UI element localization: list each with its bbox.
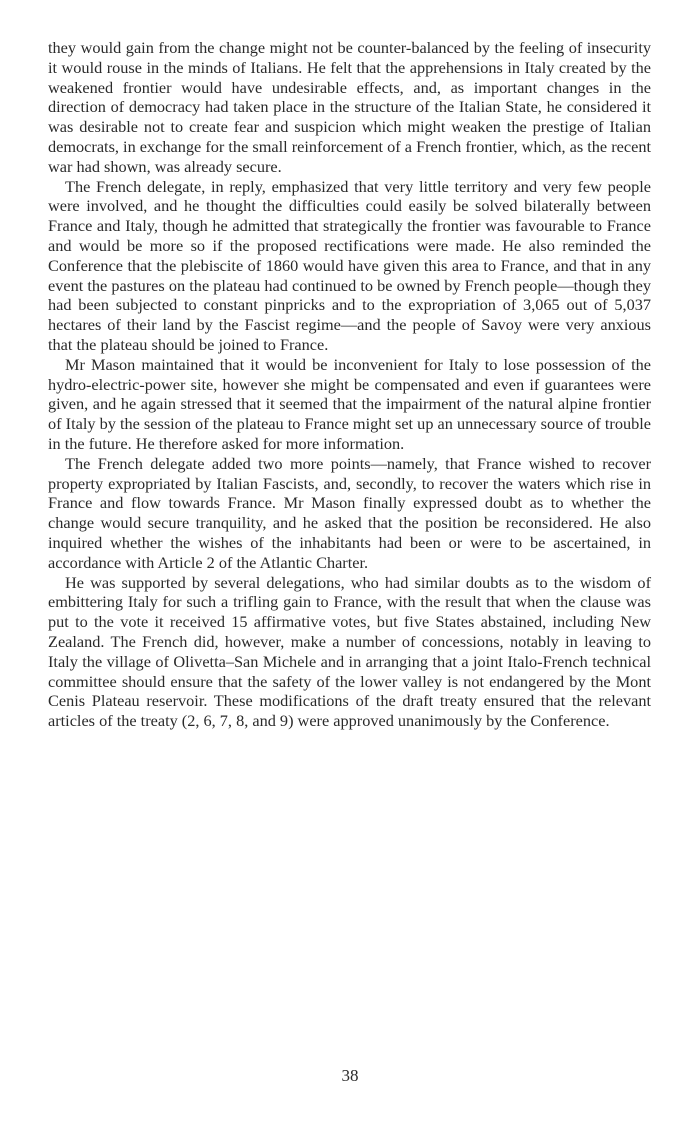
- paragraph-french-reply: The French delegate, in reply, emphasized that very little territory and very few people were involved, and he thought the difficulties could easily be solved bilaterally between France and Italy, though he admitted that strategically the frontier was favourable to France and would be more so if the proposed rectifications were made. He also reminded the Conference that the plebiscite of 1860 would have given this area to France, and that in any event the pastures on the plateau had continued to be owned by French people—though they had been subjected to constant pinpricks and to the expropriation of 3,065 out of 5,037 hectares of their land by the Fascist regime—and the people of Savoy were very anxious that the plateau should be joined to France.: [48, 176, 651, 354]
- paragraph-french-points: The French delegate added two more points—namely, that France wished to recover property expropriated by Italian Fascists, and, secondly, to recover the waters which rise in France and flow towards France. Mr Mason finally expressed doubt as to whether the change would secure tranquility, and he asked that the position be reconsidered. He also inquired whether the wishes of the inhabitants had been or were to be ascertained, in accordance with Article 2 of the Atlantic Charter.: [48, 453, 651, 572]
- document-page: [48, 38, 651, 731]
- paragraph-continuation: they would gain from the change might not be counter-balanced by the feeling of insecurity it would rouse in the minds of Italians. He felt that the apprehensions in Italy created by the weakened frontier would have undesirable effects, and, as important changes in the direction of democracy had taken place in the structure of the Italian State, he considered it was desirable not to create fear and suspicion which might weaken the prestige of Italian democrats, in exchange for the small reinforcement of a French frontier, which, as the recent war had shown, was already secure.: [48, 38, 651, 176]
- paragraph-mason-hydro: Mr Mason maintained that it would be inconvenient for Italy to lose possession of the hydro-electric-power site, however she might be compensated and even if guarantees were given, and he again stressed that it seemed that the impairment of the natural alpine frontier of Italy by the session of the plateau to France might set up an unnecessary source of trouble in the future. He therefore asked for more information.: [48, 354, 651, 453]
- paragraph-vote-result: He was supported by several delegations, who had similar doubts as to the wisdom of embittering Italy for such a trifling gain to France, with the result that when the clause was put to the vote it received 15 affirmative votes, but five States abstained, including New Zealand. The French did, however, make a number of concessions, notably in leaving to Italy the village of Olivetta–San Michele and in arranging that a joint Italo-French technical committee should ensure that the safety of the lower valley is not endangered by the Mont Cenis Plateau reservoir. These modifications of the draft treaty ensured that the relevant articles of the treaty (2, 6, 7, 8, and 9) were approved unanimously by the Conference.: [48, 572, 651, 731]
- page-number: 38: [341, 1066, 359, 1085]
